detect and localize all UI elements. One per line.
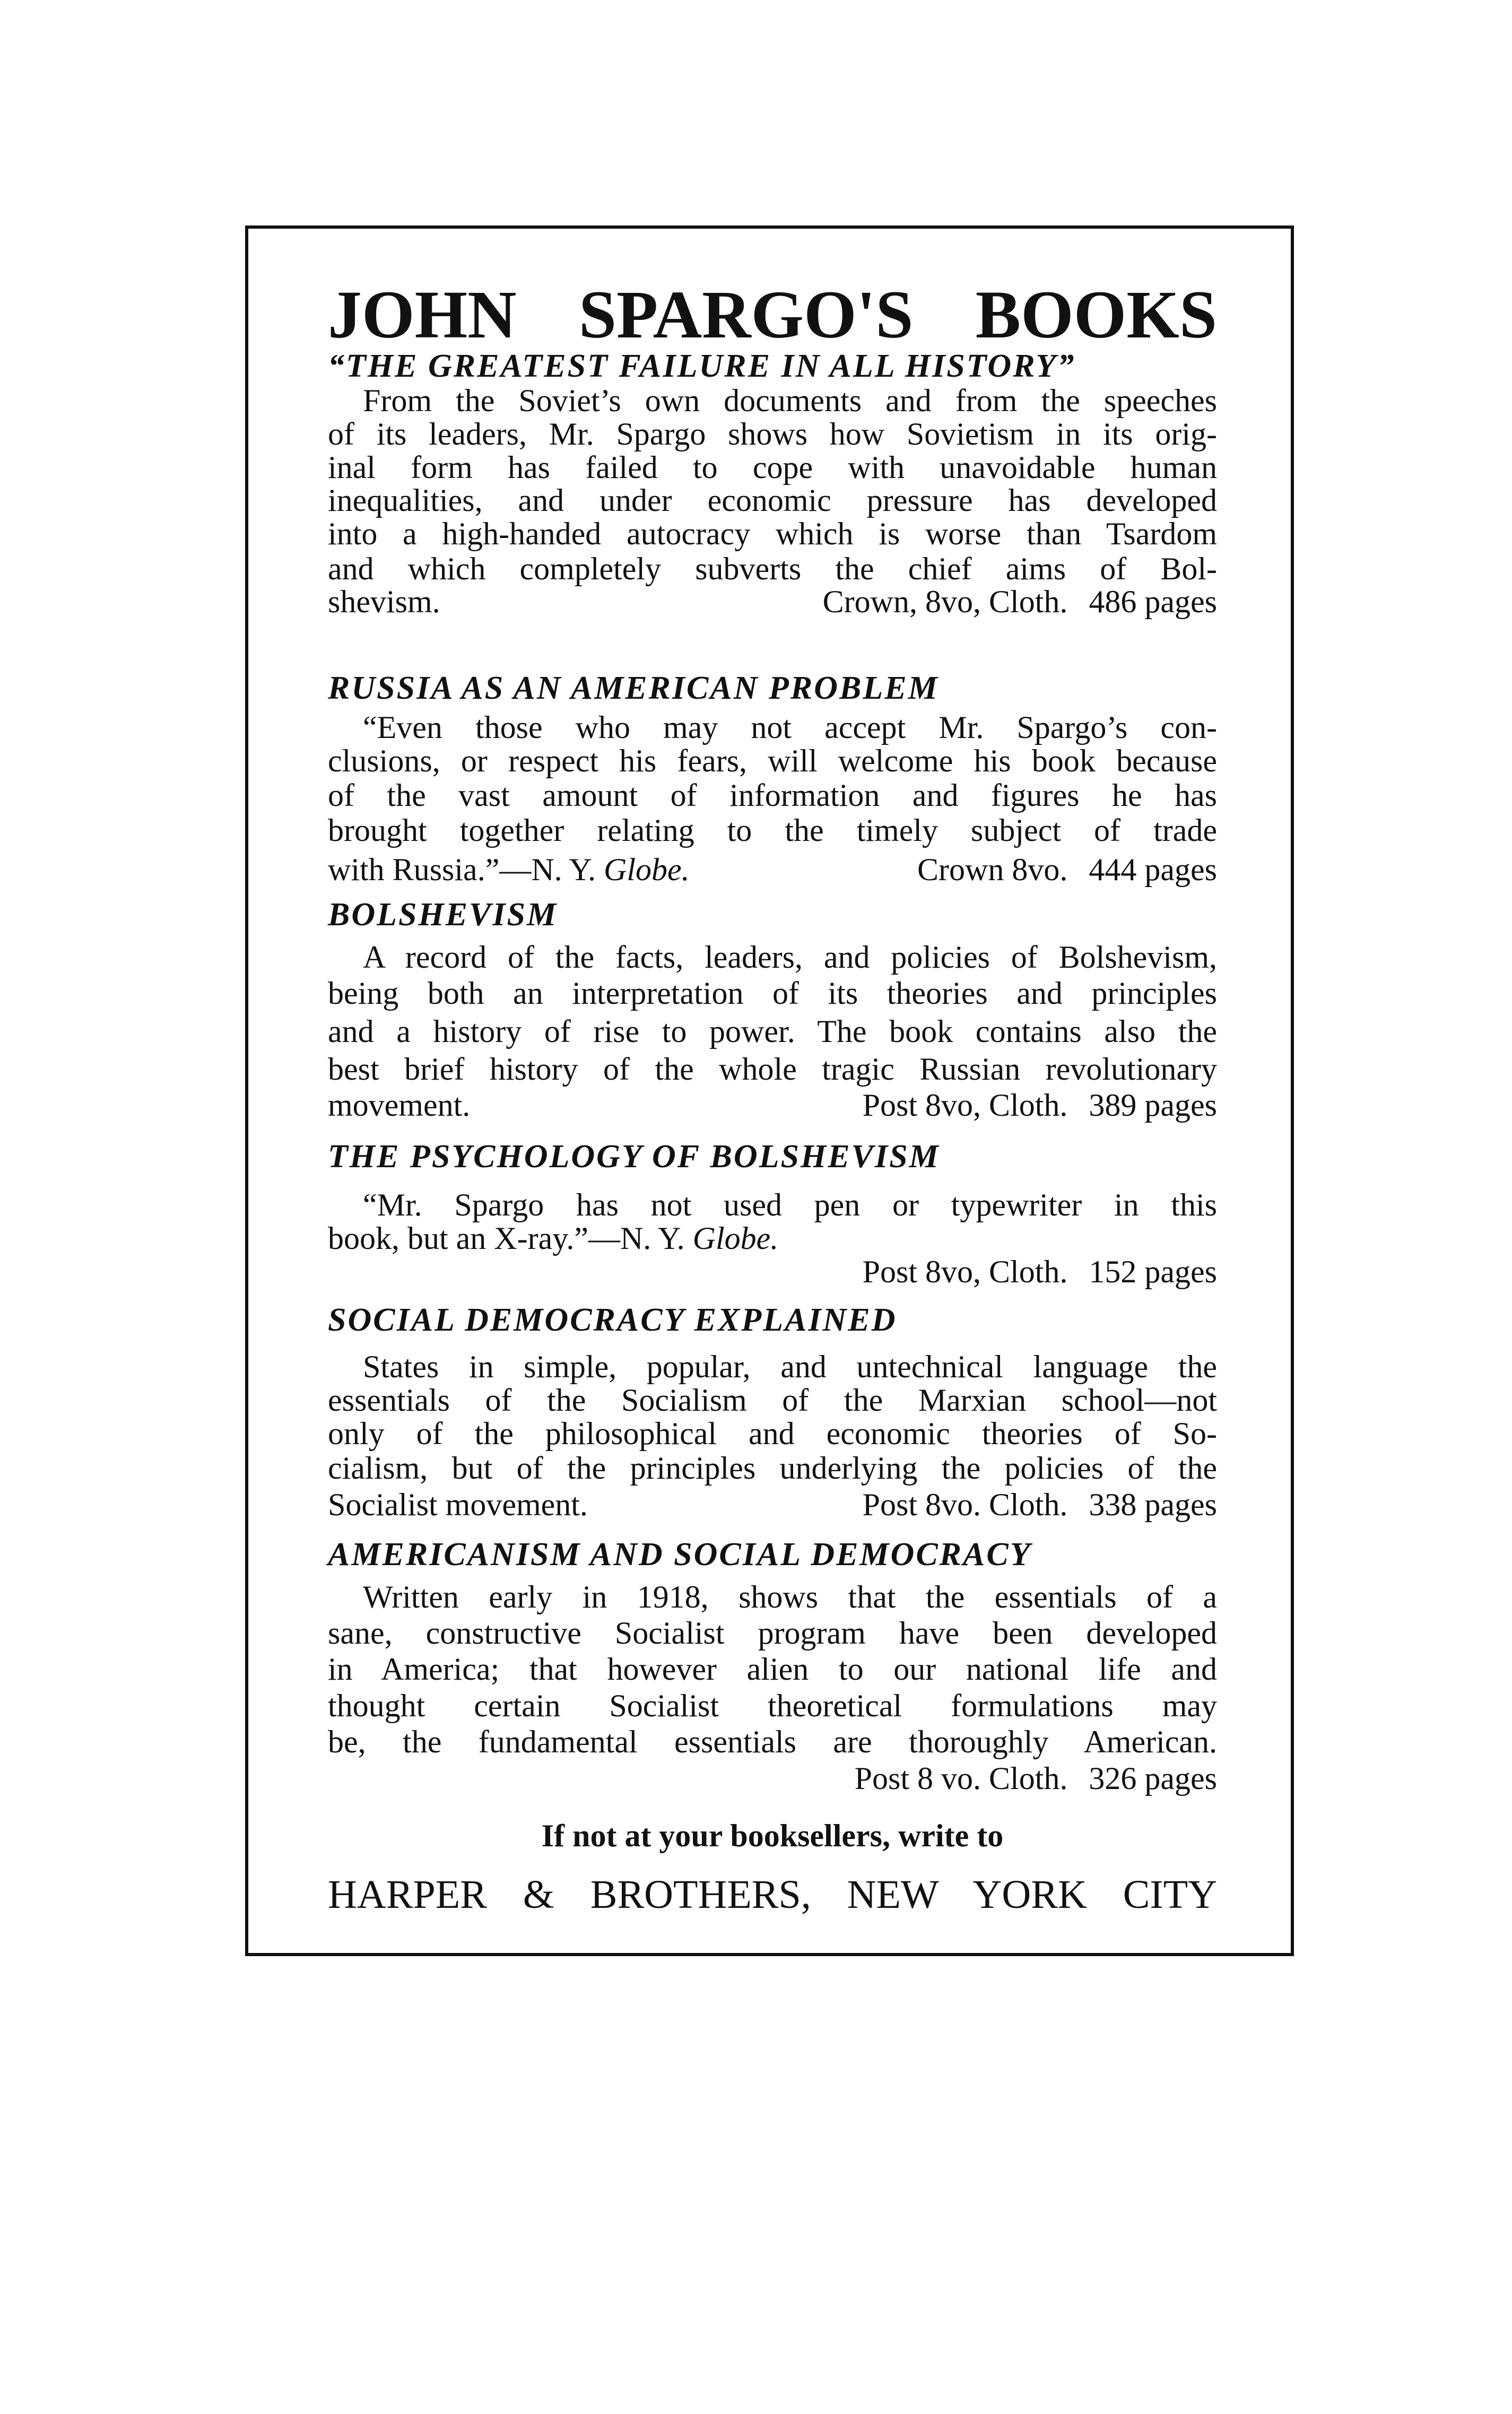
book-desc-line: “Even those who may not accept Mr. Spargo’s con- bbox=[363, 710, 1217, 745]
book-source: Globe. bbox=[692, 1221, 779, 1256]
book-format: Post 8 vo. Cloth. bbox=[854, 1761, 1068, 1796]
book-pages: 444 pages bbox=[1089, 852, 1217, 887]
book-desc-line: in America; that however alien to our national life and bbox=[328, 1652, 1217, 1687]
book-desc-line: A record of the facts, leaders, and policies of Bolshevism, bbox=[363, 940, 1217, 975]
book-source: Globe. bbox=[604, 852, 690, 887]
book-desc-line: being both an interpretation of its theories and principles bbox=[328, 976, 1217, 1011]
book-desc-line: cialism, but of the principles underlying the policies of the bbox=[328, 1451, 1217, 1486]
book-desc-line: sane, constructive Socialist program have been developed bbox=[328, 1616, 1217, 1651]
book-desc-line: inal form has failed to cope with unavoidable human bbox=[328, 450, 1217, 485]
book-desc-line: and a history of rise to power. The book contains also the bbox=[328, 1014, 1217, 1049]
book-desc-line: inequalities, and under economic pressure has developed bbox=[328, 483, 1217, 518]
book-desc-line: be, the fundamental essentials are thoroughly American. bbox=[328, 1724, 1217, 1759]
publisher-name: HARPER & BROTHERS, NEW YORK CITY bbox=[328, 1872, 1217, 1917]
book-pages: 338 pages bbox=[1089, 1487, 1217, 1522]
book-title: AMERICANISM AND SOCIAL DEMOCRACY bbox=[328, 1536, 1032, 1573]
book-desc-line: essentials of the Socialism of the Marxian school—not bbox=[328, 1383, 1217, 1418]
book-desc-line: book, but an X-ray.”—N. Y. bbox=[328, 1221, 693, 1256]
book-desc-last-line bbox=[328, 583, 1217, 620]
page-title: JOHN SPARGO'S BOOKS bbox=[328, 277, 1217, 352]
book-desc-line: of its leaders, Mr. Spargo shows how Sovietism in its orig- bbox=[328, 416, 1217, 451]
book-format: Crown, 8vo, Cloth. bbox=[822, 584, 1068, 619]
book-format: Post 8vo, Cloth. bbox=[862, 1088, 1068, 1123]
book-desc-last-line bbox=[328, 1087, 1217, 1124]
book-desc-line: into a high-handed autocracy which is worse than Tsardom bbox=[328, 516, 1217, 551]
book-desc-line: and which completely subverts the chief aims of Bol- bbox=[328, 551, 1217, 586]
book-title: BOLSHEVISM bbox=[328, 897, 558, 933]
book-desc-last-line bbox=[328, 851, 1217, 888]
book-title: “THE GREATEST FAILURE IN ALL HISTORY” bbox=[328, 348, 1076, 384]
book-desc-line: best brief history of the whole tragic Russian revolutionary bbox=[328, 1052, 1217, 1087]
book-desc-line: From the Soviet’s own documents and from the speeches bbox=[363, 383, 1217, 418]
book-title: SOCIAL DEMOCRACY EXPLAINED bbox=[328, 1302, 897, 1338]
book-format-line bbox=[328, 1253, 1217, 1290]
book-desc-line: clusions, or respect his fears, will welcome his book because bbox=[328, 743, 1217, 778]
footer-note: If not at your booksellers, write to bbox=[541, 1818, 1004, 1853]
book-pages: 152 pages bbox=[1089, 1254, 1217, 1289]
book-desc-line: brought together relating to the timely subject of trade bbox=[328, 813, 1217, 848]
book-desc-line-with-source bbox=[328, 1220, 1217, 1257]
book-desc-line: “Mr. Spargo has not used pen or typewriter in this bbox=[363, 1187, 1217, 1222]
book-desc-line: with Russia.”—N. Y. bbox=[328, 852, 604, 887]
book-format: Crown 8vo. bbox=[917, 852, 1068, 887]
book-format: Post 8vo, Cloth. bbox=[862, 1254, 1068, 1289]
book-desc-line: movement. bbox=[328, 1088, 471, 1123]
book-title: RUSSIA AS AN AMERICAN PROBLEM bbox=[328, 670, 939, 706]
book-desc-last-line bbox=[328, 1486, 1217, 1523]
book-title: THE PSYCHOLOGY OF BOLSHEVISM bbox=[328, 1139, 940, 1175]
book-desc-line: only of the philosophical and economic theories of So- bbox=[328, 1416, 1217, 1451]
book-pages: 486 pages bbox=[1089, 584, 1217, 619]
book-pages: 326 pages bbox=[1089, 1761, 1217, 1796]
book-pages: 389 pages bbox=[1089, 1088, 1217, 1123]
book-desc-line: shevism. bbox=[328, 584, 440, 619]
book-format-line bbox=[328, 1760, 1217, 1797]
book-desc-line: thought certain Socialist theoretical formulations may bbox=[328, 1688, 1217, 1723]
book-format: Post 8vo. Cloth. bbox=[862, 1487, 1068, 1522]
book-desc-line: States in simple, popular, and untechnical language the bbox=[363, 1349, 1217, 1384]
book-desc-line: Socialist movement. bbox=[328, 1487, 588, 1522]
book-desc-line: Written early in 1918, shows that the essentials of a bbox=[363, 1579, 1217, 1614]
book-desc-line: of the vast amount of information and figures he has bbox=[328, 778, 1217, 813]
